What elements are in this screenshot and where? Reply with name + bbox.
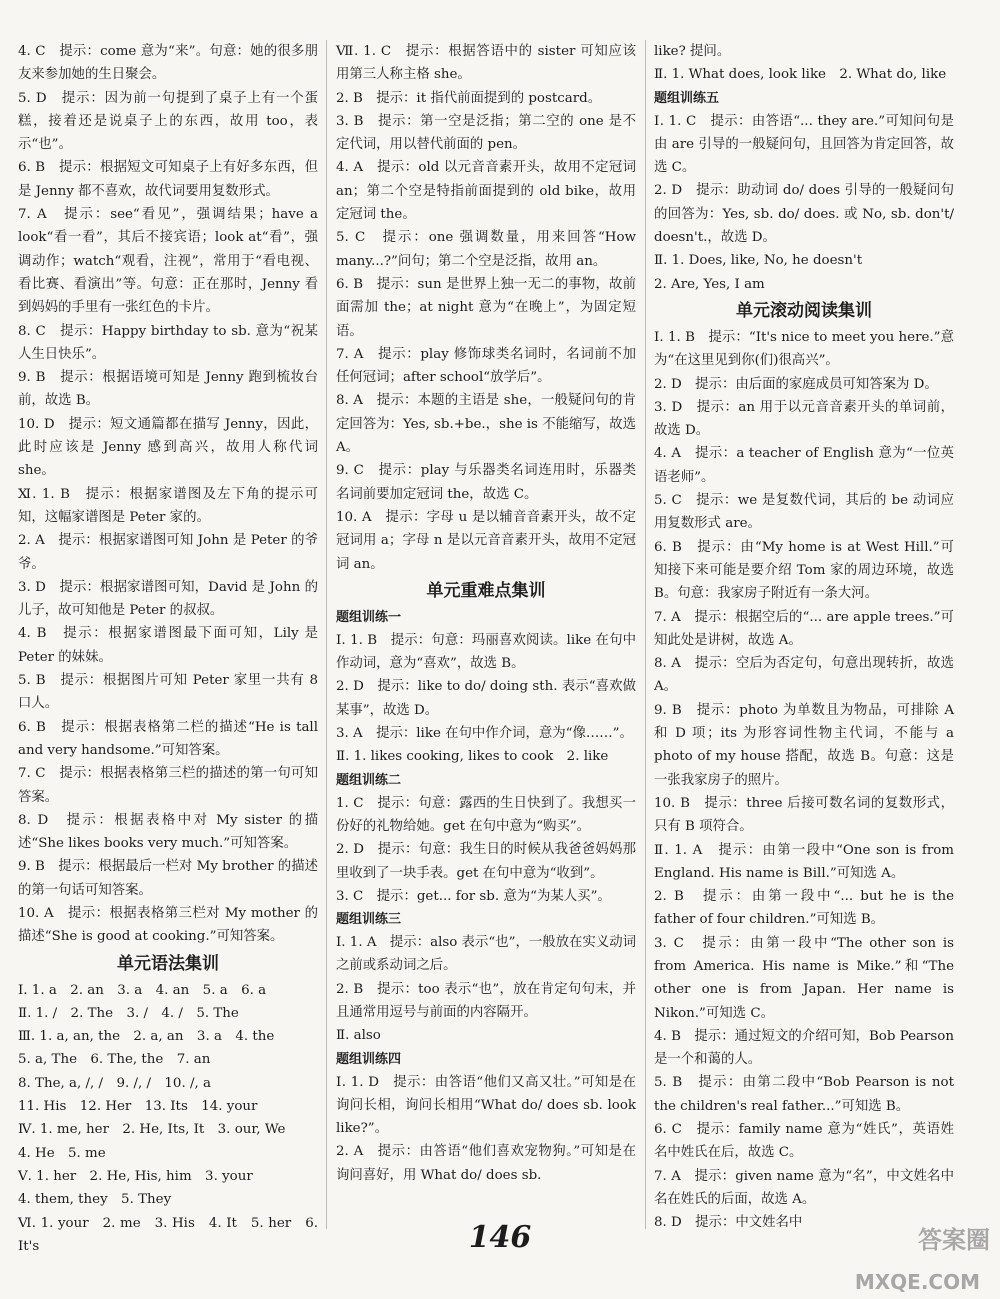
answer-entry: 4. He 5. me xyxy=(18,1145,106,1161)
answer-column-left xyxy=(18,40,318,1258)
answer-entry: 10. A 提示：根据表格第三栏对 My mother 的描述“She is good at cooking.”可知答案。 xyxy=(18,905,318,945)
subsection-heading: 题组训练二 xyxy=(336,772,402,788)
answer-entry: Ⅴ. 1. her 2. He, His, him 3. your xyxy=(18,1168,253,1184)
answer-entry: Ⅵ. 1. your 2. me 3. His 4. It 5. her 6. It's xyxy=(18,1215,318,1254)
answer-entry: 1. C 提示：句意：露西的生日快到了。我想买一份好的礼物给她。get 在句中意为“购买”。 xyxy=(336,795,636,834)
answer-entry: 2. B 提示：too 表示“也”，放在肯定句句末，并且通常用逗号与前面的内容隔开。 xyxy=(336,981,636,1020)
answer-entry: 2. B 提示：it 指代前面提到的 postcard。 xyxy=(336,90,602,106)
answer-entry: Ⅱ. 1. likes cooking, likes to cook 2. like xyxy=(336,749,609,765)
answer-entry: 11. His 12. Her 13. Its 14. your xyxy=(18,1099,258,1115)
section-heading: 单元语法集训 xyxy=(117,953,219,974)
answer-entry: 4. A 提示：a teacher of English 意为“一位英语老师”。 xyxy=(654,446,954,485)
answer-entry: 8. A 提示：本题的主语是 she，一般疑问句的肯定回答为：Yes, sb.+be.，she is 不能缩写，故选 A。 xyxy=(336,393,636,456)
answer-entry: 4. B 提示：通过短文的介绍可知，Bob Pearson 是一个和蔼的人。 xyxy=(654,1028,954,1068)
answer-entry: 10. B 提示：three 后接可数名词的复数形式，只有 B 项符合。 xyxy=(654,795,954,835)
answer-entry: 2. D 提示：助动词 do/ does 引导的一般疑问句的回答为：Yes, sb. do/ does. 或 No, sb. don't/ doesn't.，故选 D。 xyxy=(654,183,954,246)
answer-entry: 7. A 提示：play 修饰球类名词时，名词前不加任何冠词；after school“放学后”。 xyxy=(336,346,636,386)
answer-entry: 4. A 提示：old 以元音音素开头，故用不定冠词 an；第二个空是特指前面提到的 old bike，故用定冠词 the。 xyxy=(336,160,636,223)
answer-entry: 2. B 提示：由第一段中“... but he is the father of four children.”可知选 B。 xyxy=(654,889,954,928)
answer-entry: Ⅲ. 1. a, an, the 2. a, an 3. a 4. the xyxy=(18,1029,275,1045)
answer-column-right xyxy=(654,40,954,1235)
answer-entry: 5. B 提示：由第二段中“Bob Pearson is not the children's real father...”可知选 B。 xyxy=(654,1075,954,1114)
answer-column-middle xyxy=(336,40,636,1187)
column-divider xyxy=(326,40,327,1229)
answer-entry: 2. Are, Yes, I am xyxy=(654,276,765,292)
page-number: 146 xyxy=(468,1220,532,1255)
answer-entry: Ⅰ. 1. B 提示：“It's nice to meet you here.”意为“在这里见到你(们)很高兴”。 xyxy=(654,329,954,369)
answer-entry: 8. D 提示：根据表格中对 My sister 的描述“She likes books very much.”可知答案。 xyxy=(18,812,318,852)
answer-entry: Ⅺ. 1. B 提示：根据家谱图及左下角的提示可知，这幅家谱图是 Peter 家的。 xyxy=(18,486,318,525)
answer-entry: 9. B 提示：根据语境可知是 Jenny 跑到梳妆台前，故选 B。 xyxy=(18,370,318,409)
subsection-heading: 题组训练三 xyxy=(336,912,402,928)
answer-entry: 3. A 提示：like 在句中作介词，意为“像……”。 xyxy=(336,726,633,742)
answer-entry: 10. D 提示：短文通篇都在描写 Jenny，因此，此时应该是 Jenny 感到高兴，故用人称代词 she。 xyxy=(18,416,318,479)
answer-entry: 6. B 提示：sun 是世界上独一无二的事物，故前面需加 the；at night 意为“在晚上”，为固定短语。 xyxy=(336,276,636,339)
answer-entry: 3. B 提示：第一空是泛指；第二空的 one 是不定代词，用以替代前面的 pen。 xyxy=(336,113,636,153)
answer-entry: 2. D 提示：like to do/ doing sth. 表示“喜欢做某事”，故选 D。 xyxy=(336,679,636,718)
answer-entry: 10. A 提示：字母 u 是以辅音音素开头，故不定冠词用 a；字母 n 是以元音音素开头，故用不定冠词 an。 xyxy=(336,509,636,572)
answer-entry: 3. C 提示：get... for sb. 意为“为某人买”。 xyxy=(336,888,611,904)
subsection-heading: 题组训练五 xyxy=(654,90,720,106)
answer-entry: 8. The, a, /, / 9. /, / 10. /, a xyxy=(18,1075,211,1091)
answer-entry: 8. A 提示：空后为否定句，句意出现转折，故选 A。 xyxy=(654,656,954,695)
answer-entry: 5. B 提示：根据图片可知 Peter 家里一共有 8 口人。 xyxy=(18,673,318,712)
watermark-logo: 答案圈 xyxy=(918,1226,990,1254)
answer-entry: Ⅰ. 1. a 2. an 3. a 4. an 5. a 6. a xyxy=(18,982,267,998)
section-heading: 单元滚动阅读集训 xyxy=(736,300,872,321)
answer-entry: 5. D 提示：因为前一句提到了桌子上有一个蛋糕，接着还是说桌子上的东西，故用 too，表示“也”。 xyxy=(18,90,318,153)
answer-entry: 4. C 提示：come 意为“来”。句意：她的很多朋友来参加她的生日聚会。 xyxy=(18,44,318,83)
answer-entry: like? 提问。 xyxy=(654,44,731,59)
answer-entry: Ⅰ. 1. B 提示：句意：玛丽喜欢阅读。like 在句中作动词，意为“喜欢”，故选 B。 xyxy=(336,632,636,672)
answer-entry: Ⅱ. 1. Does, like, No, he doesn't xyxy=(654,253,863,269)
answer-entry: 6. B 提示：由“My home is at West Hill.”可知接下来可能是要介绍 Tom 家的周边环境，故选 B。句意：我家房子附近有一条大河。 xyxy=(654,539,954,602)
answer-entry: 4. them, they 5. They xyxy=(18,1192,172,1208)
column-divider xyxy=(645,40,646,1229)
answer-entry: 3. D 提示：根据家谱图可知，David 是 John 的儿子，故可知他是 Peter 的叔叔。 xyxy=(18,579,318,619)
answer-entry: 9. B 提示：根据最后一栏对 My brother 的描述的第一句话可知答案。 xyxy=(18,859,318,898)
subsection-heading: 题组训练四 xyxy=(336,1051,402,1067)
answer-entry: Ⅱ. 1. What does, look like 2. What do, like xyxy=(654,67,947,83)
answer-entry: Ⅳ. 1. me, her 2. He, Its, It 3. our, We xyxy=(18,1122,286,1138)
answer-entry: Ⅱ. 1. A 提示：由第一段中“One son is from England. His name is Bill.”可知选 A。 xyxy=(654,842,954,881)
answer-entry: Ⅱ. also xyxy=(336,1028,381,1044)
answer-entry: 6. C 提示：family name 意为“姓氏”，英语姓名中姓氏在后，故选 C。 xyxy=(654,1122,954,1161)
answer-entry: 9. C 提示：play 与乐器类名词连用时，乐器类名词前要加定冠词 the，故选 C。 xyxy=(336,463,636,502)
answer-entry: 5. C 提示：one 强调数量，用来回答“How many...?”问句；第二个空是泛指，故用 an。 xyxy=(336,230,636,269)
answer-entry: 6. B 提示：根据表格第二栏的描述“He is tall and very handsome.”可知答案。 xyxy=(18,719,318,758)
answer-entry: 3. D 提示：an 用于以元音音素开头的单词前，故选 D。 xyxy=(654,399,954,439)
answer-entry: 7. A 提示：see“看见”，强调结果；have a look“看一看”，其后不接宾语；look at“看”，强调动作；watch“观看，注视”，常用于“看电视、看比赛、看演出”等。句意：正在那时，Jenny 看到妈妈的手里有一张红色的卡片。 xyxy=(18,207,318,316)
answer-entry: 7. C 提示：根据表格第三栏的描述的第一句可知答案。 xyxy=(18,766,318,805)
answer-entry: 9. B 提示：photo 为单数且为物品，可排除 A 和 D 项；its 为形容词性物主代词，不能与 a photo of my house 搭配，故选 B。句意：这是一张我家房子的照片。 xyxy=(654,702,954,788)
answer-entry: 3. C 提示：由第一段中“The other son is from America. His name is Mike.”和“The other one is from Japan. Her name is Nikon.”可知选 C。 xyxy=(654,935,954,1021)
answer-entry: Ⅰ. 1. A 提示：also 表示“也”，一般放在实义动词之前或系动词之后。 xyxy=(336,935,636,974)
answer-entry: 5. a, The 6. The, the 7. an xyxy=(18,1052,211,1068)
answer-entry: 6. B 提示：根据短文可知桌子上有好多东西，但是 Jenny 都不喜欢，故代词要用复数形式。 xyxy=(18,160,318,199)
answer-entry: 8. D 提示：中文姓名中 xyxy=(654,1215,803,1231)
answer-entry: 7. A 提示：根据空后的“... are apple trees.”可知此处是讲树，故选 A。 xyxy=(654,609,954,648)
watermark-url: MXQE.COM xyxy=(854,1270,980,1294)
subsection-heading: 题组训练一 xyxy=(336,609,402,625)
answer-entry: 2. A 提示：由答语“他们喜欢宠物狗。”可知是在询问喜好，用 What do/ does sb. xyxy=(336,1144,636,1183)
answer-entry: 5. C 提示：we 是复数代词，其后的 be 动词应用复数形式 are。 xyxy=(654,493,954,532)
answer-entry: 8. C 提示：Happy birthday to sb. 意为“祝某人生日快乐”。 xyxy=(18,323,318,362)
section-heading: 单元重难点集训 xyxy=(426,580,546,601)
answer-entry: Ⅶ. 1. C 提示：根据答语中的 sister 可知应该用第三人称主格 she。 xyxy=(336,44,636,83)
answer-entry: 2. A 提示：根据家谱图可知 John 是 Peter 的爷爷。 xyxy=(18,533,318,572)
answer-entry: 2. D 提示：句意：我生日的时候从我爸爸妈妈那里收到了一块手表。get 在句中意为“收到”。 xyxy=(336,842,636,881)
answer-entry: Ⅰ. 1. D 提示：由答语“他们又高又壮。”可知是在询问长相，询问长相用“What do/ does sb. look like?”。 xyxy=(336,1074,636,1137)
answer-entry: Ⅱ. 1. / 2. The 3. / 4. / 5. The xyxy=(18,1005,239,1021)
answer-entry: 4. B 提示：根据家谱图最下面可知，Lily 是 Peter 的妹妹。 xyxy=(18,626,318,665)
answer-entry: 2. D 提示：由后面的家庭成员可知答案为 D。 xyxy=(654,376,938,392)
answer-entry: 7. A 提示：given name 意为“名”，中文姓名中名在姓氏的后面，故选 A。 xyxy=(654,1168,954,1207)
answer-entry: Ⅰ. 1. C 提示：由答语“... they are.”可知问句是由 are 引导的一般疑问句，且回答为肯定回答，故选 C。 xyxy=(654,113,954,176)
